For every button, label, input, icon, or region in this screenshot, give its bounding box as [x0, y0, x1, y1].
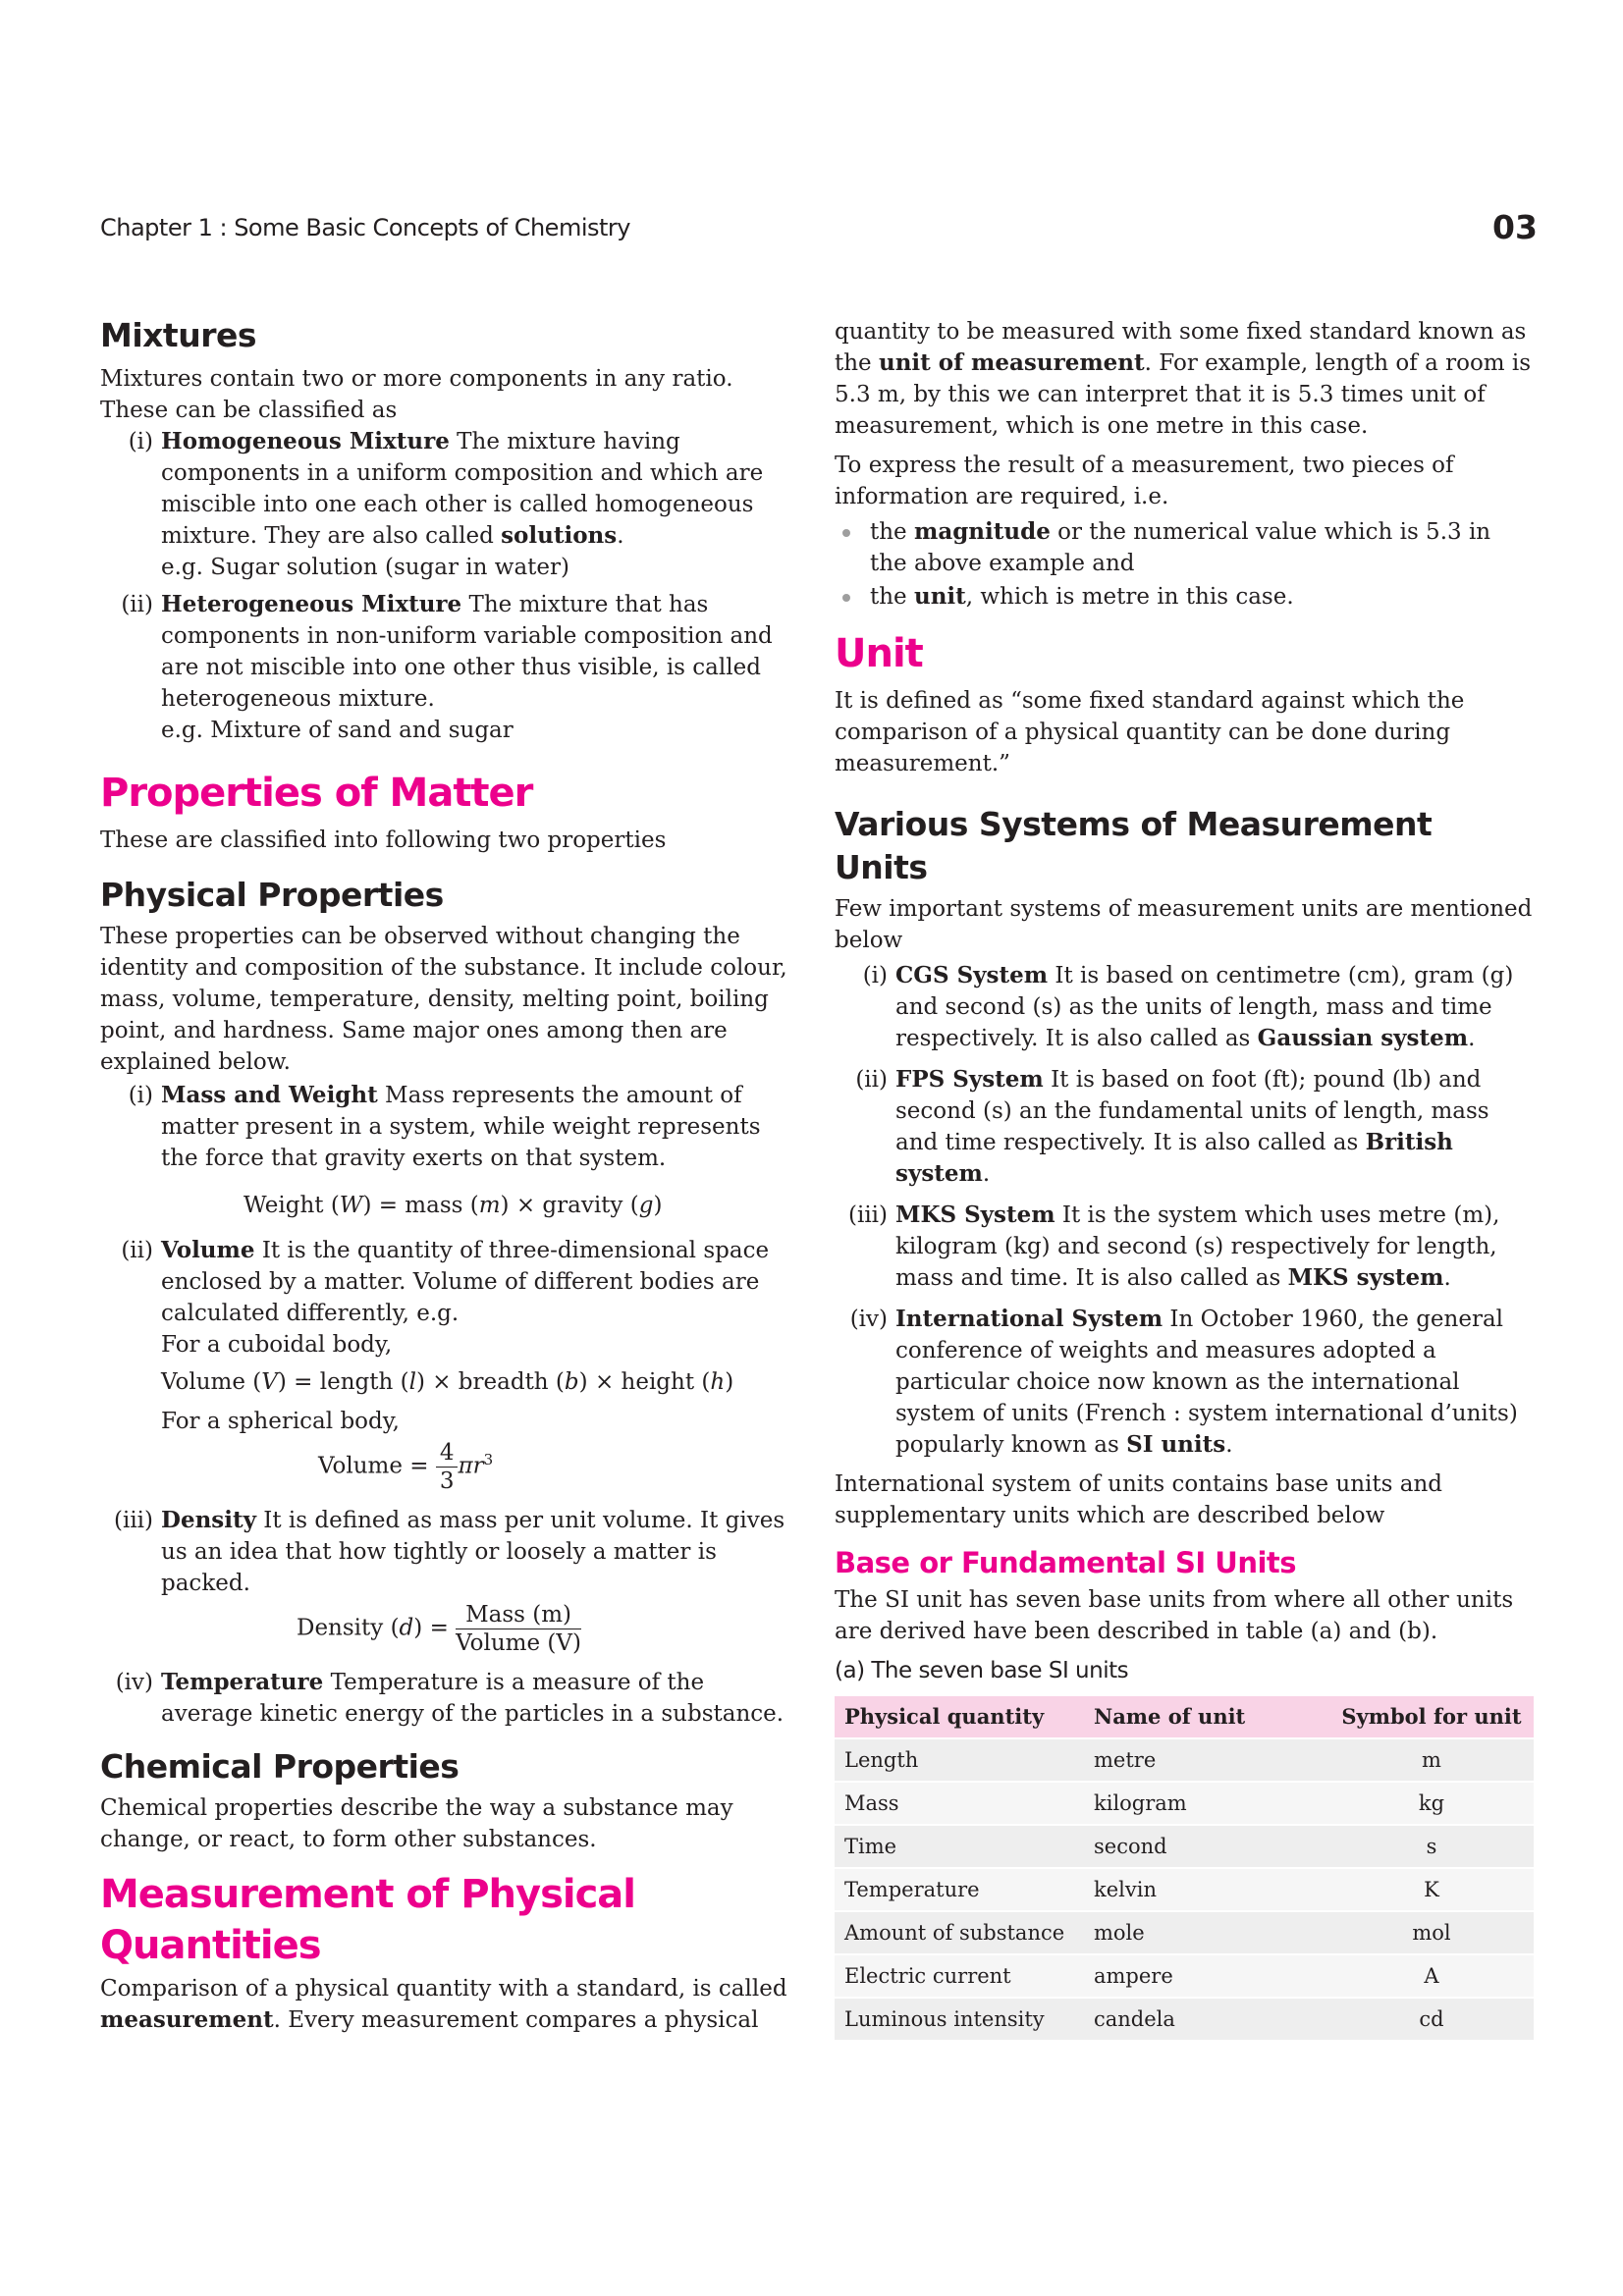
- sphere-label: For a spherical body,: [161, 1409, 400, 1434]
- table-row: [835, 1954, 1534, 1998]
- density-equation: [297, 1601, 799, 1657]
- table-row: [835, 1738, 1534, 1782]
- systems-outro: International system of units contains base units and supplementary units which are described below: [835, 1471, 1443, 1528]
- express-text: To express the result of a measurement, two pieces of information are required, i.e.: [835, 453, 1454, 509]
- item-number: (iii): [113, 1508, 153, 1533]
- sphere-equation: [318, 1439, 799, 1495]
- term-bold: solutions: [501, 522, 618, 549]
- eq-part: ) × gravity (: [500, 1193, 639, 1218]
- cell: Amount of substance: [835, 1911, 1084, 1954]
- cuboid-equation: [161, 1366, 799, 1398]
- cuboid-label: For a cuboidal body,: [161, 1332, 393, 1358]
- text-part: Comparison of a physical quantity with a standard, is called: [100, 1976, 787, 2002]
- list-item: [100, 426, 799, 583]
- cell: m: [1329, 1738, 1534, 1782]
- bullet-icon: [842, 594, 850, 602]
- bullet-item: [835, 516, 1534, 579]
- list-item-mks: [835, 1200, 1534, 1294]
- item-number: (i): [128, 429, 153, 454]
- eq-part: ) × breadth (: [415, 1369, 565, 1395]
- term-bold: British system: [895, 1129, 1453, 1187]
- column-header: Physical quantity: [835, 1696, 1084, 1738]
- text-part: or the numerical value which is 5.3 in the above example and: [870, 519, 1491, 576]
- list-item-mass: [100, 1080, 799, 1221]
- term: Homogeneous Mixture: [161, 428, 450, 454]
- chemical-text: Chemical properties describe the way a substance may change, or react, to form other substances.: [100, 1795, 733, 1852]
- bullet-item: [835, 581, 1534, 613]
- text-part: , which is metre in this case.: [965, 584, 1294, 610]
- term-bold: unit: [913, 583, 966, 610]
- cell: cd: [1329, 1998, 1534, 2040]
- text-part: quantity to be measured with some fixed standard known as the: [835, 319, 1527, 376]
- table-row: [835, 1998, 1534, 2040]
- cell: Luminous intensity: [835, 1998, 1084, 2040]
- cell: Length: [835, 1738, 1084, 1782]
- eq-var: d: [399, 1615, 414, 1641]
- eq-part: ) = length (: [277, 1369, 409, 1395]
- item-text: It is defined as mass per unit volume. It gives us an idea that how tightly or loosely a matter is packed.: [161, 1508, 785, 1596]
- term: CGS System: [895, 962, 1049, 988]
- item-text: It is the quantity of three-dimensional space enclosed by a matter. Volume of different bodies are calculated differently, e.g.: [161, 1238, 770, 1326]
- right-column: [835, 316, 1534, 2040]
- eq-var: V: [261, 1369, 278, 1395]
- term: Volume: [161, 1237, 255, 1263]
- page-number: 03: [1492, 208, 1538, 246]
- item-text: .: [617, 523, 624, 549]
- list-item-temperature: [100, 1667, 799, 1730]
- cell: candela: [1084, 1998, 1329, 2040]
- fraction: [436, 1439, 459, 1495]
- physical-intro: These properties can be observed without changing the identity and composition of the substance. It include colour, mass, volume, temperature, density, melting point, boiling point, and hardness. Same major ones among then are explained below.: [100, 924, 787, 1075]
- eq-var: l: [408, 1369, 416, 1395]
- item-text: It is the system which uses metre (m), kilogram (kg) and second (s) respectively for length, mass and time. It is also called as: [895, 1202, 1500, 1291]
- heading-physical-properties: Physical Properties: [100, 876, 444, 914]
- cell: mol: [1329, 1911, 1534, 1954]
- denominator: Volume (V): [456, 1630, 581, 1656]
- fraction: [456, 1601, 581, 1657]
- mixtures-list: [100, 426, 799, 746]
- physical-list: [100, 1080, 799, 1730]
- example: e.g. Mixture of sand and sugar: [161, 718, 514, 743]
- list-item-si: [835, 1304, 1534, 1461]
- item-number: (ii): [121, 1238, 153, 1263]
- eq-part: Volume (: [161, 1369, 262, 1395]
- item-text: The mixture having components in a uniform composition and which are miscible into one each other is called homogeneous mixture. They are also called: [161, 429, 764, 549]
- unit-text: It is defined as “some fixed standard against which the comparison of a physical quantity can be done during measurement.”: [835, 688, 1465, 776]
- left-column: [100, 314, 799, 2036]
- cell: second: [1084, 1825, 1329, 1868]
- cell: Mass: [835, 1782, 1084, 1825]
- list-item: [100, 589, 799, 746]
- text-part: the: [870, 519, 914, 545]
- running-head: Chapter 1 : Some Basic Concepts of Chemistry: [100, 214, 630, 241]
- cell: Electric current: [835, 1954, 1084, 1998]
- item-number: (iii): [847, 1202, 888, 1228]
- table-caption: (a) The seven base SI units: [835, 1658, 1129, 1683]
- term: International System: [895, 1306, 1163, 1332]
- heading-unit: Unit: [835, 631, 923, 676]
- numerator: Mass (m): [456, 1601, 581, 1629]
- list-item-volume: [100, 1235, 799, 1495]
- numerator: 4: [436, 1439, 459, 1468]
- table-row: [835, 1782, 1534, 1825]
- properties-intro: These are classified into following two properties: [100, 828, 667, 853]
- term: MKS System: [895, 1201, 1055, 1228]
- term-bold: unit of measurement: [878, 349, 1145, 376]
- cell: mole: [1084, 1911, 1329, 1954]
- measurement-text: [100, 1973, 799, 2036]
- item-text: The mixture that has components in non-uniform variable composition and are not miscible into one other thus visible, is called heterogeneous mixture.: [161, 592, 773, 712]
- eq-var: b: [564, 1369, 579, 1395]
- cell: Time: [835, 1825, 1084, 1868]
- heading-mixtures: Mixtures: [100, 316, 257, 354]
- text-part: . Every measurement compares a physical: [273, 2007, 759, 2033]
- term-bold: measurement: [100, 2006, 274, 2033]
- item-number: (i): [128, 1083, 153, 1108]
- cell: K: [1329, 1868, 1534, 1911]
- bullet-icon: [842, 529, 850, 537]
- cell: ampere: [1084, 1954, 1329, 1998]
- item-text: In October 1960, the general conference of weights and measures adopted a particular choice now known as the international system of units (French : system international d’units) popularly known as: [895, 1307, 1518, 1458]
- item-text: .: [1225, 1432, 1233, 1458]
- eq-var: πr: [458, 1453, 484, 1479]
- heading-measurement: Measurement of Physical Quantities: [100, 1872, 636, 1968]
- text-part: . For example, length of a room is 5.3 m, by this we can interpret that it is 5.3 times unit of measurement, which is one metre in this case.: [835, 350, 1532, 439]
- eq-part: ) × height (: [578, 1369, 711, 1395]
- eq-part: Density (: [297, 1615, 400, 1641]
- item-number: (iv): [115, 1670, 153, 1695]
- eq-part: ) = mass (: [362, 1193, 479, 1218]
- table-row: [835, 1868, 1534, 1911]
- cell: s: [1329, 1825, 1534, 1868]
- si-units-table: [835, 1696, 1534, 2040]
- item-text: Temperature is a measure of the average kinetic energy of the particles in a substance.: [161, 1670, 784, 1727]
- example: e.g. Sugar solution (sugar in water): [161, 555, 569, 580]
- item-text: .: [1468, 1026, 1476, 1051]
- measurement-continued: [835, 316, 1534, 442]
- item-text: It is based on foot (ft); pound (lb) and second (s) an the fundamental units of length, mass and time respectively. It is also called as: [895, 1067, 1489, 1155]
- bullet-list: [835, 516, 1534, 613]
- item-text: .: [1443, 1265, 1451, 1291]
- term-bold: SI units: [1126, 1431, 1226, 1458]
- denominator: 3: [439, 1468, 455, 1494]
- table-row: [835, 1911, 1534, 1954]
- column-header: Symbol for unit: [1329, 1696, 1534, 1738]
- mixtures-intro: Mixtures contain two or more components in any ratio. These can be classified as: [100, 366, 733, 423]
- systems-list: [835, 960, 1534, 1461]
- term-bold: magnitude: [913, 518, 1051, 545]
- term: Heterogeneous Mixture: [161, 591, 462, 617]
- list-item-cgs: [835, 960, 1534, 1054]
- heading-chemical-properties: Chemical Properties: [100, 1747, 460, 1786]
- cell: Temperature: [835, 1868, 1084, 1911]
- cell: kg: [1329, 1782, 1534, 1825]
- item-number: (i): [862, 963, 888, 988]
- eq-part: ): [653, 1193, 663, 1218]
- systems-intro: Few important systems of measurement units are mentioned below: [835, 896, 1533, 953]
- list-item-fps: [835, 1064, 1534, 1190]
- eq-var: W: [339, 1193, 363, 1218]
- text-part: the: [870, 584, 914, 610]
- cell: metre: [1084, 1738, 1329, 1782]
- list-item-density: [100, 1505, 799, 1657]
- cell: kelvin: [1084, 1868, 1329, 1911]
- eq-var: g: [638, 1193, 654, 1218]
- item-number: (ii): [855, 1067, 888, 1093]
- term-bold: MKS system: [1287, 1264, 1444, 1291]
- term: FPS System: [895, 1066, 1044, 1093]
- term-bold: Gaussian system: [1257, 1025, 1469, 1051]
- term: Temperature: [161, 1669, 324, 1695]
- eq-part: ) =: [413, 1615, 457, 1641]
- weight-equation: [243, 1190, 799, 1221]
- column-header: Name of unit: [1084, 1696, 1329, 1738]
- base-text: The SI unit has seven base units from where all other units are derived have been described in table (a) and (b).: [835, 1587, 1514, 1644]
- eq-part: ): [725, 1369, 734, 1395]
- heading-base-units: Base or Fundamental SI Units: [835, 1546, 1297, 1579]
- item-text: Mass represents the amount of matter present in a system, while weight represents the force that gravity exerts on that system.: [161, 1083, 761, 1171]
- eq-var: h: [710, 1369, 726, 1395]
- exponent: 3: [483, 1450, 494, 1468]
- eq-part: Weight (: [243, 1193, 340, 1218]
- heading-properties-of-matter: Properties of Matter: [100, 771, 533, 816]
- term: Mass and Weight: [161, 1082, 378, 1108]
- table-row: [835, 1825, 1534, 1868]
- item-number: (ii): [121, 592, 153, 617]
- term: Density: [161, 1507, 256, 1533]
- cell: kilogram: [1084, 1782, 1329, 1825]
- item-number: (iv): [849, 1307, 888, 1332]
- eq-var: m: [478, 1193, 501, 1218]
- table-header-row: [835, 1696, 1534, 1738]
- item-text: It is based on centimetre (cm), gram (g) and second (s) as the units of length, mass and time respectively. It is also called as: [895, 963, 1514, 1051]
- item-text: .: [982, 1161, 991, 1187]
- heading-systems: Various Systems of Measurement Units: [835, 805, 1433, 886]
- eq-part: Volume =: [318, 1453, 436, 1479]
- cell: A: [1329, 1954, 1534, 1998]
